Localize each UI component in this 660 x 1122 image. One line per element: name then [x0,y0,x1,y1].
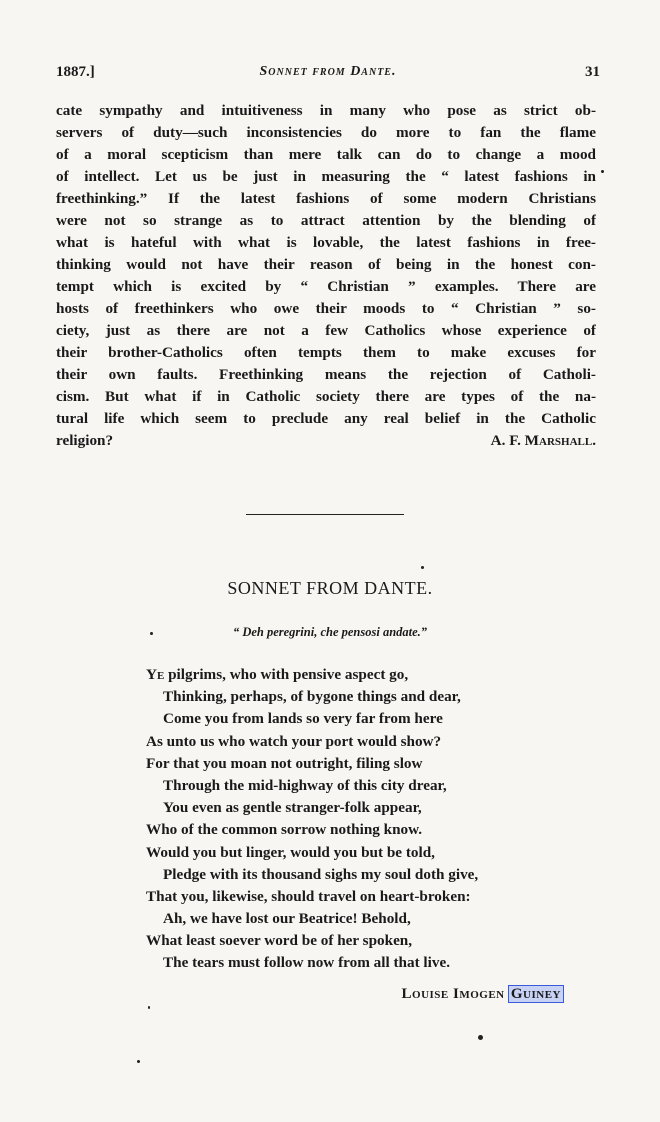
prose-line: of intellect. Let us be just in measuring the “ latest fashions in [56,168,596,185]
prose-line: tempt which is excited by “ Christian ” examples. There are [56,278,596,295]
prose-line: of a moral scepticism than mere talk can do to change a mood [56,146,596,163]
poem-line: Come you from lands so very far from here [163,710,443,728]
poem-line: Would you but linger, would you but be told, [146,843,435,861]
prose-line: cate sympathy and intuitiveness in many who pose as strict ob- [56,102,596,119]
page-number: 31 [585,64,600,80]
poem-line: Pledge with its thousand sighs my soul doth give, [163,865,479,883]
poem-author [402,986,563,1003]
poem-author-first: Louise Imogen [401,986,505,1002]
prose-closing-text: religion? [56,432,114,449]
print-speck [421,566,424,569]
sonnet [146,664,586,975]
prose-line: servers of duty—such inconsistencies do more to fan the flame [56,124,596,141]
running-header [56,64,600,86]
header-year: 1887.] [56,64,95,80]
print-speck [601,170,604,173]
poem-line: For that you moan not outright, filing slow [146,754,423,772]
prose-line: their own faults. Freethinking means the rejection of Catholi- [56,366,596,383]
prose-line: freethinking.” If the latest fashions of some modern Christians [56,190,596,207]
poem-line: The tears must follow now from all that live. [163,954,450,972]
print-speck [148,1006,150,1009]
poem-line: Who of the common sorrow nothing know. [146,821,423,839]
print-speck [150,632,153,635]
prose-line: thinking would not have their reason of being in the honest con- [56,256,596,273]
essay-author: A. F. Marshall. [490,432,596,449]
poem-line: You even as gentle stranger-folk appear, [163,799,422,817]
prose-line: what is hateful with what is lovable, the latest fashions in free- [56,234,596,251]
prose-closing-line [56,430,596,452]
prose-line: ciety, just as there are not a few Catholics whose experience of [56,322,596,339]
section-divider [246,514,404,515]
print-speck [478,1035,483,1040]
poem-line: As unto us who watch your port would show? [146,732,442,750]
prose-line: cism. But what if in Catholic society there are types of the na- [56,388,596,405]
print-speck [137,1060,140,1063]
poem-line [146,664,586,686]
prose-line: tural life which seem to preclude any real belief in the Catholic [56,410,596,427]
poem-line: What least soever word be of her spoken, [146,932,413,950]
poem-first-line-rest: pilgrims, who with pensive aspect go, [164,666,409,683]
poem-title: SONNET FROM DANTE. [227,578,433,598]
prose-line: their brother-Catholics often tempts them to make excuses for [56,344,596,361]
poem-line: Ah, we have lost our Beatrice! Behold, [163,910,411,928]
poem-line: Thinking, perhaps, of bygone things and dear, [163,688,461,706]
essay-body [56,100,596,452]
highlighted-word[interactable]: Guiney [510,986,561,1002]
poem-line: That you, likewise, should travel on heart-broken: [146,887,471,905]
prose-line: were not so strange as to attract attention by the blending of [56,212,596,229]
prose-line: hosts of freethinkers who owe their moods to “ Christian ” so- [56,300,596,317]
running-title: Sonnet from Dante. [259,64,397,79]
poem-line: Through the mid-highway of this city drear, [163,776,447,794]
poem-first-word: Ye [146,666,165,683]
poem-epigraph: “ Deh peregrini, che pensosi andate.” [232,625,428,639]
